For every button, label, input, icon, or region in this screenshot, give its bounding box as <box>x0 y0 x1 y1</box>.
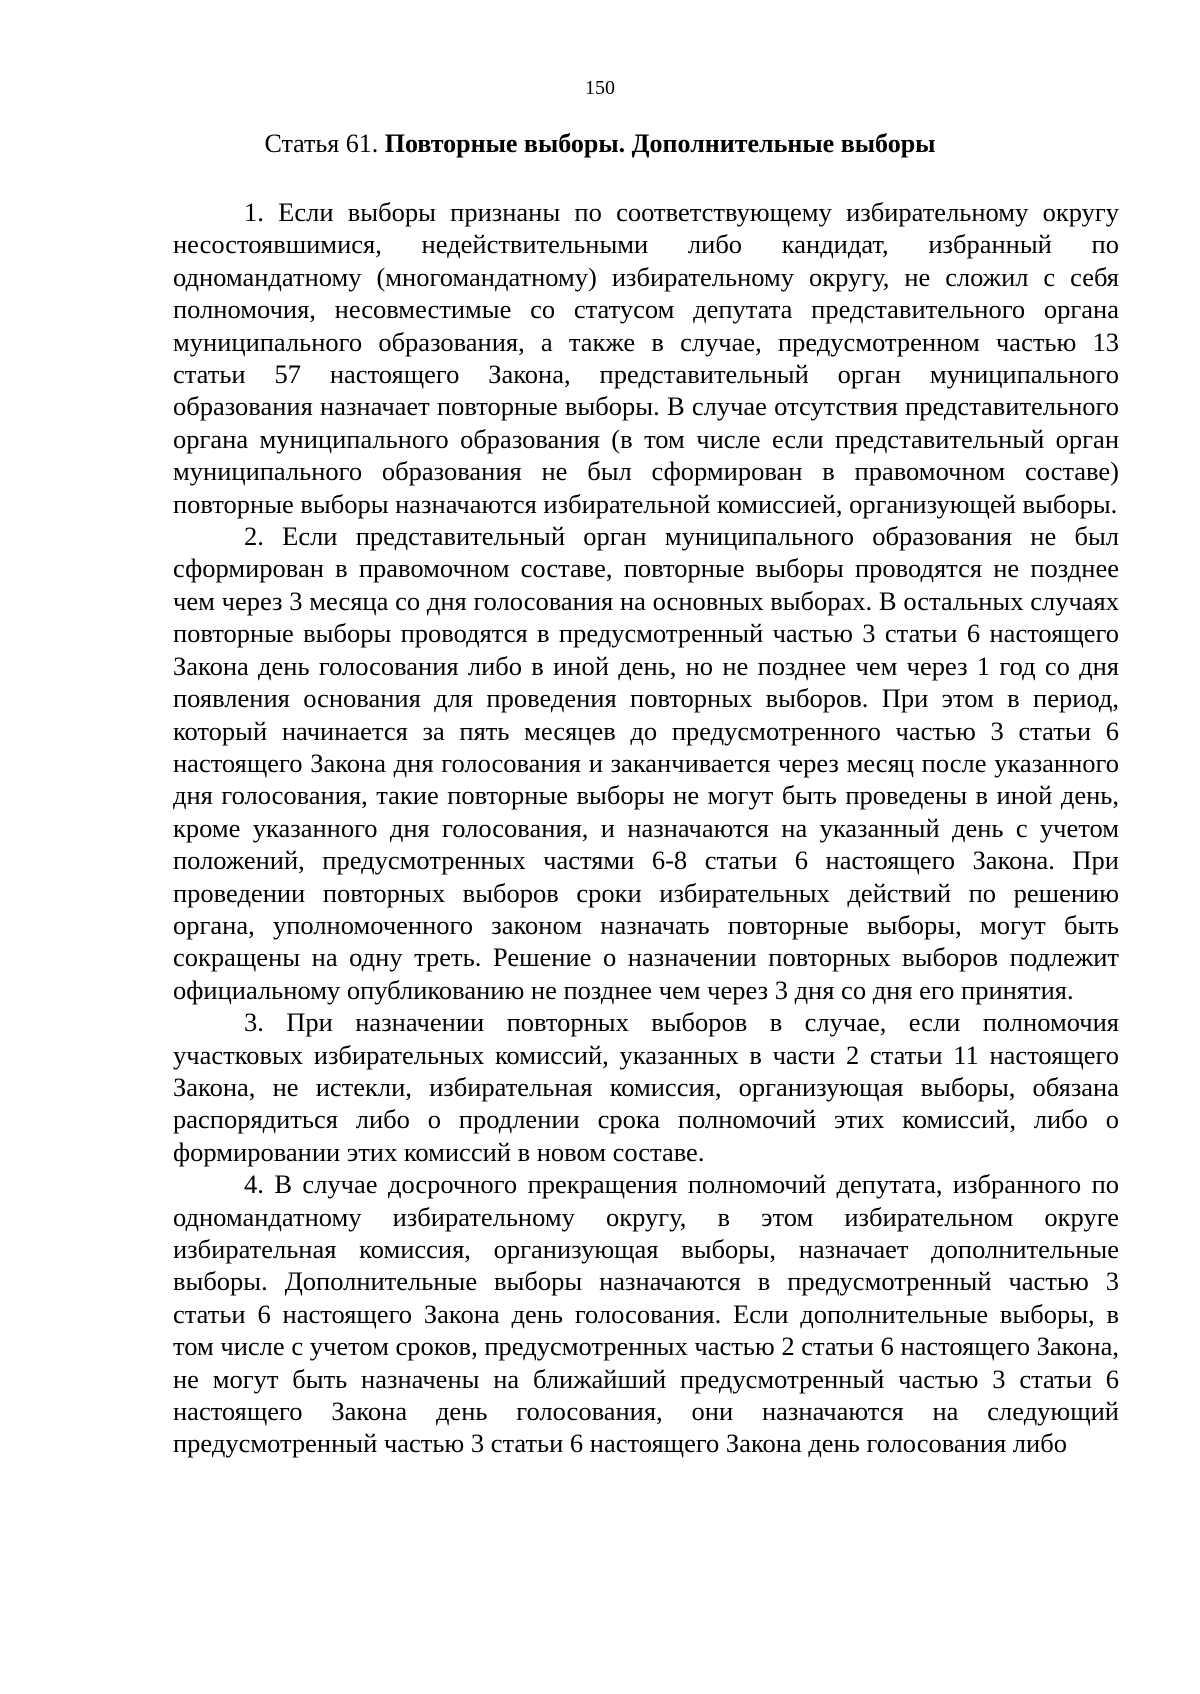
article-title: Повторные выборы. Дополнительные выборы <box>384 129 936 158</box>
article-body <box>173 196 1119 1460</box>
paragraph-1: 1. Если выборы признаны по соответствующему избирательному округу несостоявшимися, недействительными либо кандидат, избранный по одномандатному (многомандатному) избирательному округу, не сложил с себя полномочия, несовместимые со статусом депутата представительного органа муниципального образования, а также в случае, предусмотренном частью 13 статьи 57 настоящего Закона, представительный орган муниципального образования назначает повторные выборы. В случае отсутствия представительного органа муниципального образования (в том числе если представительный орган муниципального образования не был сформирован в правомочном составе) повторные выборы назначаются избирательной комиссией, организующей выборы. <box>173 197 1119 519</box>
article-heading <box>0 128 1200 160</box>
paragraph-2: 2. Если представительный орган муниципального образования не был сформирован в правомочном составе, повторные выборы проводятся не позднее чем через 3 месяца со дня голосования на основных выборах. В остальных случаях повторные выборы проводятся в предусмотренный частью 3 статьи 6 настоящего Закона день голосования либо в иной день, но не позднее чем через 1 год со дня появления основания для проведения повторных выборов. При этом в период, который начинается за пять месяцев до предусмотренного частью 3 статьи 6 настоящего Закона дня голосования и заканчивается через месяц после указанного дня голосования, такие повторные выборы не могут быть проведены в иной день, кроме указанного дня голосования, и назначаются на указанный день с учетом положений, предусмотренных частями 6-8 статьи 6 настоящего Закона. При проведении повторных выборов сроки избирательных действий по решению органа, уполномоченного законом назначать повторные выборы, могут быть сокращены на одну треть. Решение о назначении повторных выборов подлежит официальному опубликованию не позднее чем через 3 дня со дня его принятия. <box>173 521 1119 1005</box>
page-number: 150 <box>585 77 615 99</box>
paragraph-3: 3. При назначении повторных выборов в случае, если полномочия участковых избирательных комиссий, указанных в части 2 статьи 11 настоящего Закона, не истекли, избирательная комиссия, организующая выборы, обязана распорядиться либо о продлении срока полномочий этих комиссий, либо о формировании этих комиссий в новом составе. <box>173 1007 1119 1167</box>
article-number: Статья 61. <box>264 129 379 158</box>
paragraph-4: 4. В случае досрочного прекращения полномочий депутата, избранного по одномандатному избирательному округу, в этом избирательном округе избирательная комиссия, организующая выборы, назначает дополнительные выборы. Дополнительные выборы назначаются в предусмотренный частью 3 статьи 6 настоящего Закона день голосования. Если дополнительные выборы, в том числе с учетом сроков, предусмотренных частью 2 статьи 6 настоящего Закона, не могут быть назначены на ближайший предусмотренный частью 3 статьи 6 настоящего Закона день голосования, они назначаются на следующий предусмотренный частью 3 статьи 6 настоящего Закона день голосования либо <box>173 1169 1119 1459</box>
